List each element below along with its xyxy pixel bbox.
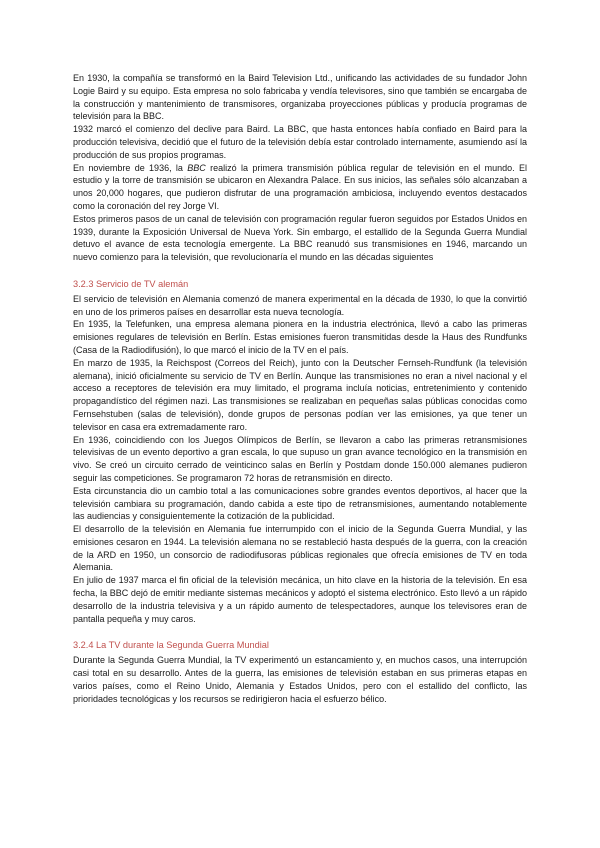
paragraph-reichspost: En marzo de 1935, la Reichspost (Correos del Reich), junto con la Deutscher Fernseh-Rundfunk (la televisión alemana), inició oficialmente su servicio de TV en Berlín. Aunque las transmisiones no eran a nivel nacional y el acceso a receptores de televisión era muy limitado, el programa incluía noticias, entretenimiento y contenido propagandístico del régimen nazi. Las transmisiones se realizaban en pequeñas salas públicas conocidas como Fernsehstuben (salas de televisión), donde grupos de personas podían ver las emisiones, ya que tener un televisor en casa era extremadamente raro. — [73, 357, 527, 432]
paragraph-bbc-1936 — [73, 162, 527, 213]
section-heading-3-2-4: 3.2.4 La TV durante la Segunda Guerra Mundial — [73, 640, 269, 651]
paragraph-development: El desarrollo de la televisión en Alemania fue interrumpido con el inicio de la Segunda Guerra Mundial, y las emisiones cesaron en 1944. La televisión alemana no se restableció hasta después de la guerra, con la creación de la ARD en 1950, un consorcio de radiodifusoras públicas regionales que ofrecía emisiones de TV en toda Alemania. — [73, 524, 527, 573]
paragraph-baird-decline: 1932 marcó el comienzo del declive para Baird. La BBC, que hasta entonces había confiado en Baird para la producción televisiva, decidió que el futuro de la televisión debía estar controlado internamente, asumiendo así la producción de sus propios programas. — [73, 124, 527, 160]
paragraph-olympics: En 1936, coincidiendo con los Juegos Olímpicos de Berlín, se llevaron a cabo las primeras retransmisiones televisivas de un evento deportivo a gran escala, lo que supuso un gran avance tecnológico en la transmisión en vivo. Se creó un circuito cerrado de veinticinco salas en Berlín y Postdam donde 150.000 alemanes pudieron seguir las competiciones. Se programaron 72 horas de retransmisión en directo. — [73, 434, 527, 483]
paragraph-first-steps: Estos primeros pasos de un canal de televisión con programación regular fueron seguidos por Estados Unidos en 1939, durante la Exposición Universal de Nueva York. Sin embargo, el estallido de la Segunda Guerra Mundial detuvo el avance de esta tecnología emergente. La BBC reanudó sus transmisiones en 1946, marcando un nuevo comienzo para la televisión, que revolucionaría el mundo en las décadas siguientes — [73, 213, 527, 263]
bbc-text-after: realizó la primera transmisión pública regular de televisión en el mundo. El estudio y la torre de transmisión se ubicaron en Alexandra Palace. En sus inicios, las señales sólo alcanzaban a unos 20,000 hogares, que pudieron disfrutar de una programación ambiciosa, incluyendo eventos destacados como la coronación del rey Jorge VI. — [73, 162, 527, 211]
paragraph-baird-ltd: En 1930, la compañía se transformó en la Baird Television Ltd., unificando las actividades de su fundador John Logie Baird y su equipo. Esta empresa no solo fabricaba y vendía televisores, sino que también se encargaba de la construcción y mantenimiento de transmisores, organizaba proyecciones públicas y producía programas de televisión para la BBC. — [73, 73, 527, 122]
paragraph-ww2: Durante la Segunda Guerra Mundial, la TV experimentó un estancamiento y, en muchos casos, una interrupción casi total en su desarrollo. Antes de la guerra, las emisiones de televisión estaban en sus primeras etapas en varios países, como el Reino Unido, Alemania y Estados Unidos, pero con el estallido del conflicto, las prioridades tecnológicas y los recursos se redirigieron hacia el esfuerzo bélico. — [73, 655, 527, 704]
paragraph-july-1937: En julio de 1937 marca el fin oficial de la televisión mecánica, un hito clave en la historia de la televisión. En esa fecha, la BBC dejó de emitir mediante sistemas mecánicos y adoptó el sistema electrónico. Esto llevó a un rápido desarrollo de la industria televisiva y a un rápido aumento de telespectadores, aunque los televisores eran de pantalla pequeña y muy caros. — [73, 575, 527, 624]
paragraph-telefunken: En 1935, la Telefunken, una empresa alemana pionera en la industria electrónica, llevó a cabo las primeras emisiones regulares de televisión en Berlín. Estas emisiones fueron transmitidas desde la Haus des Rundfunks (Casa de la Radiodifusión), lo que marcó el inicio de la TV en el país. — [73, 319, 527, 355]
bbc-text-before: En noviembre de 1936, la — [73, 162, 188, 173]
paragraph-germany-1930: El servicio de televisión en Alemania comenzó de manera experimental en la década de 1930, lo que la convirtió en uno de los primeros países en desarrollar esta nueva tecnología. — [73, 293, 527, 317]
section-heading-3-2-3: 3.2.3 Servicio de TV alemán — [73, 278, 189, 289]
document-page — [73, 72, 527, 705]
bbc-italic: BBC — [187, 162, 206, 173]
paragraph-circumstance: Esta circunstancia dio un cambio total a las comunicaciones sobre grandes eventos deportivos, al hacer que la televisión cambiara su programación, dando cabida a este tipo de retransmisiones, aumentando notablemente las audiencias y consiguientemente la cotización de la publicidad. — [73, 485, 527, 522]
